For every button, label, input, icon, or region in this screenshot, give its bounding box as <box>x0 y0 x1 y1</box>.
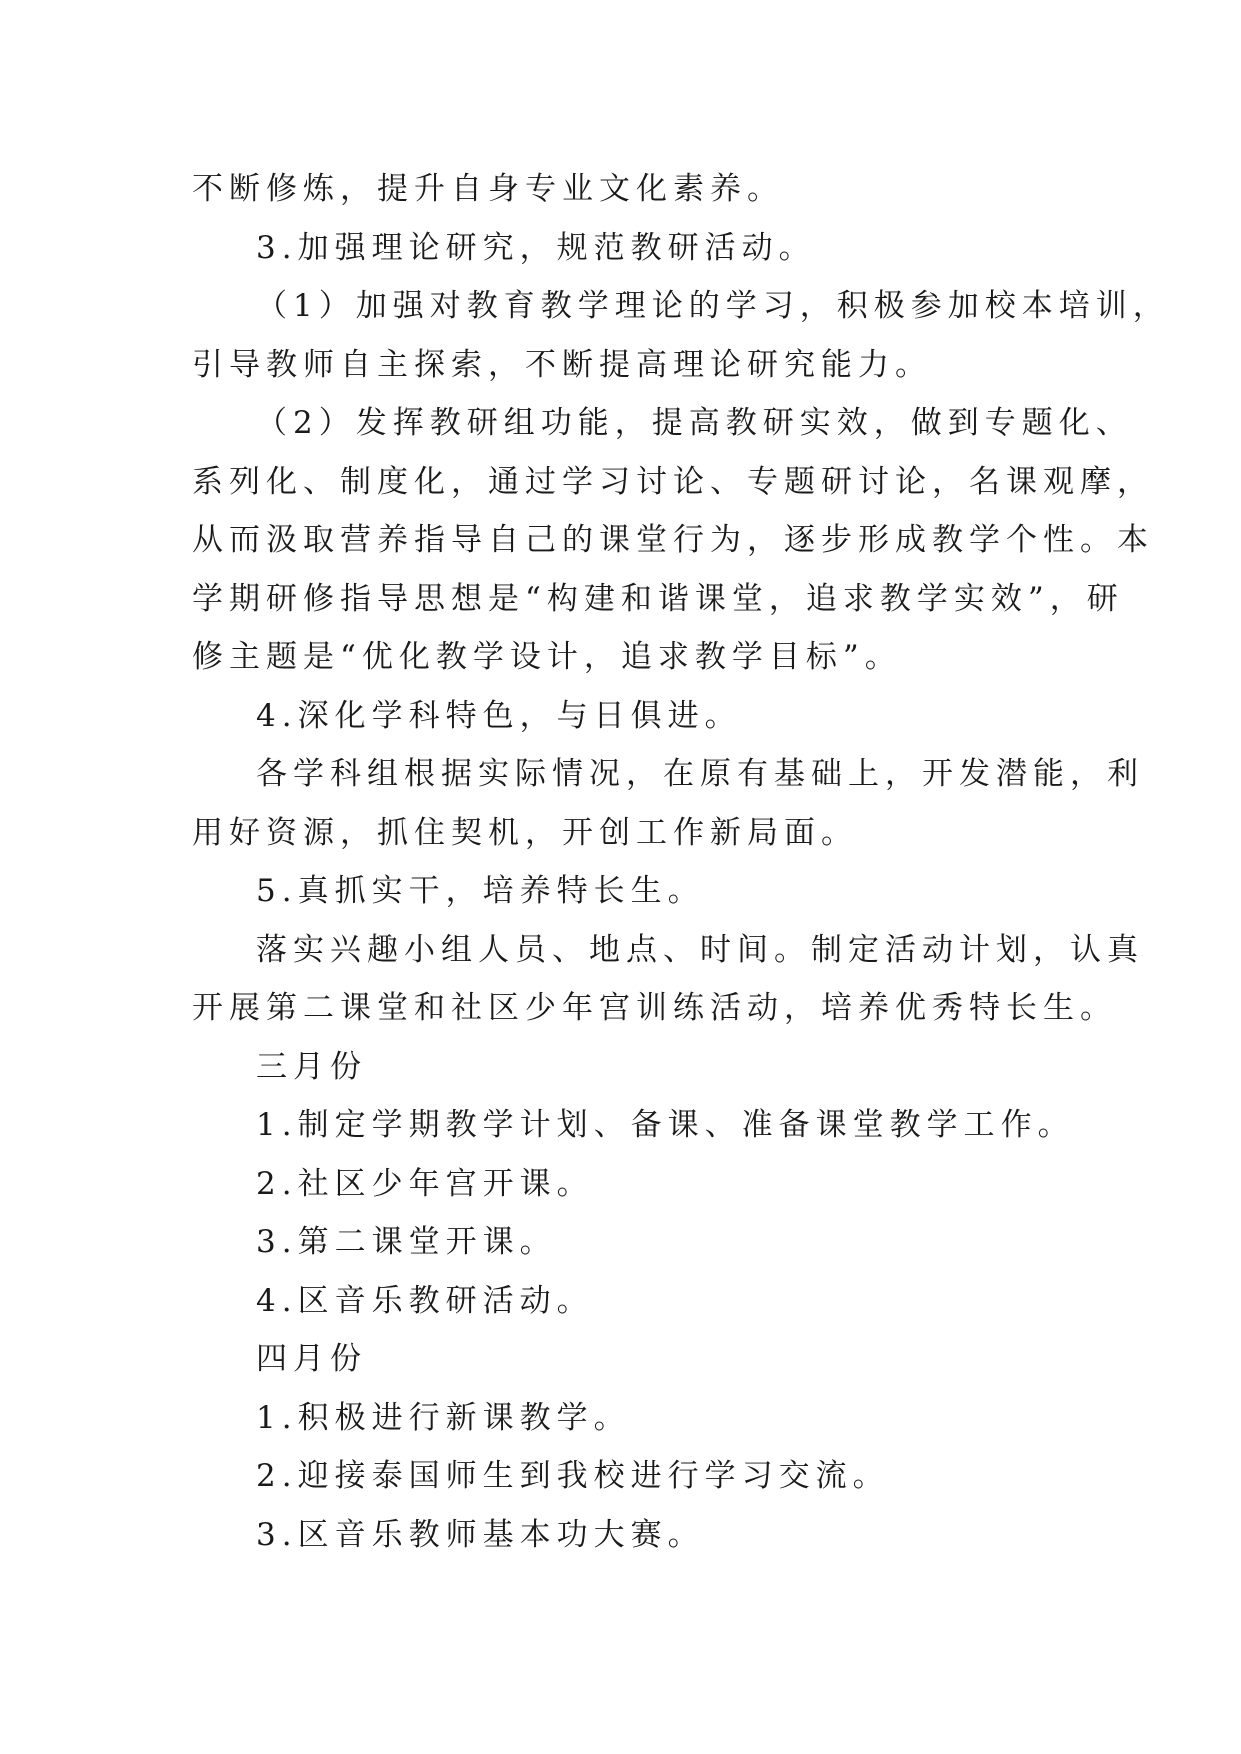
text-line: 2.迎接泰国师生到我校进行学习交流。 <box>256 1458 890 1494</box>
paragraph <box>192 1330 1072 1389</box>
text-line: 5.真抓实干，培养特长生。 <box>256 873 705 909</box>
text-line: 3.第二课堂开课。 <box>256 1224 557 1260</box>
text-line: 各学科组根据实际情况，在原有基础上，开发潜能，利 <box>256 756 1144 792</box>
text-line: 修主题是“优化教学设计，追求教学目标”。 <box>192 639 902 675</box>
text-line: 系列化、制度化，通过学习讨论、专题研讨论，名课观摩， <box>192 463 1154 500</box>
paragraph <box>192 862 1072 921</box>
paragraph <box>192 1096 1075 1155</box>
paragraph <box>192 1038 1072 1097</box>
text-line: 落实兴趣小组人员、地点、时间。制定活动计划，认真 <box>256 931 1144 968</box>
text-line: 三月份 <box>256 1048 367 1085</box>
paragraph <box>192 1272 1072 1331</box>
text-line: 3.区音乐教师基本功大赛。 <box>256 1516 705 1553</box>
paragraph <box>192 1213 1072 1272</box>
text-line: （2）发挥教研组功能，提高教研实效，做到专题化、 <box>256 405 1133 441</box>
paragraph <box>192 160 1072 219</box>
paragraph <box>192 921 1144 1038</box>
text-line: 2.社区少年宫开课。 <box>256 1165 594 1202</box>
text-line: 四月份 <box>256 1341 367 1377</box>
document-body <box>192 160 1170 1564</box>
paragraph <box>192 219 1072 278</box>
paragraph <box>192 745 1144 862</box>
paragraph <box>192 277 1170 394</box>
text-line: 学期研修指导思想是“构建和谐课堂，追求教学实效”，研 <box>192 580 1124 617</box>
paragraph <box>192 1447 1072 1506</box>
paragraph <box>192 394 1154 687</box>
text-line: 1.制定学期教学计划、备课、准备课堂教学工作。 <box>256 1107 1075 1143</box>
paragraph <box>192 1155 1072 1214</box>
text-line: 4.深化学科特色，与日俱进。 <box>256 697 742 734</box>
paragraph <box>192 1506 1072 1565</box>
text-line: （1）加强对教育教学理论的学习，积极参加校本培训， <box>256 288 1170 324</box>
text-line: 不断修炼，提升自身专业文化素养。 <box>192 171 784 207</box>
text-line: 用好资源，抓住契机，开创工作新局面。 <box>192 814 858 851</box>
paragraph <box>192 1389 1072 1448</box>
text-line: 从而汲取营养指导自己的课堂行为，逐步形成教学个性。本 <box>192 522 1154 558</box>
text-line: 开展第二课堂和社区少年宫训练活动，培养优秀特长生。 <box>192 990 1117 1026</box>
text-line: 1.积极进行新课教学。 <box>256 1399 631 1436</box>
text-line: 3.加强理论研究，规范教研活动。 <box>256 229 816 266</box>
paragraph <box>192 687 1072 746</box>
text-line: 引导教师自主探索，不断提高理论研究能力。 <box>192 346 932 383</box>
text-line: 4.区音乐教研活动。 <box>256 1282 594 1319</box>
